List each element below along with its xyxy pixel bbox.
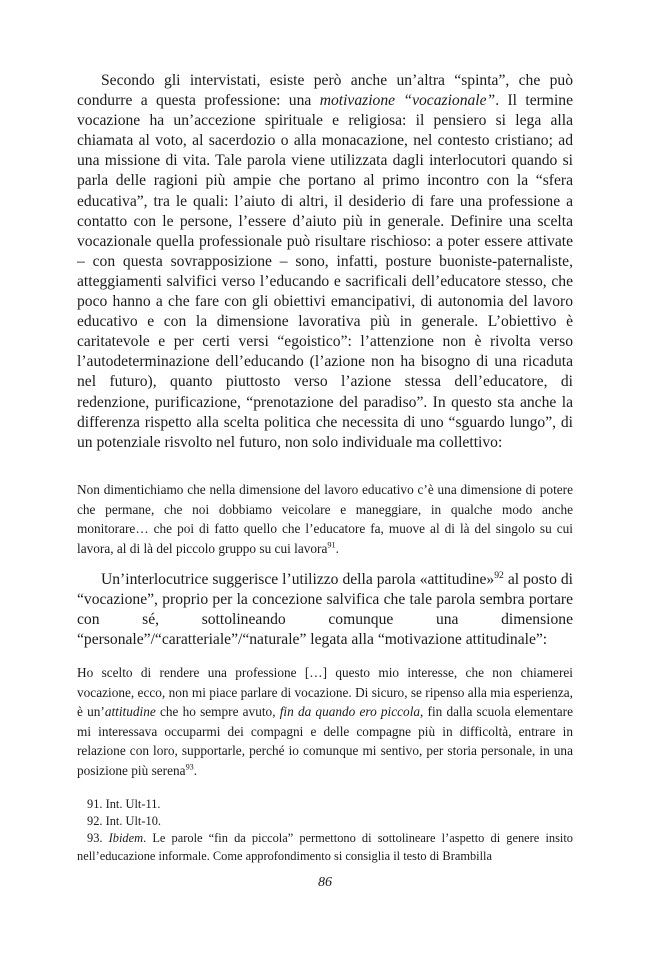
block-quote-2: Ho scelto di rendere una professione […] questo mio interesse, che non chiamerei vocazione, ecco, non mi piace parlare di vocazione. Di sicuro, se ripenso alla mia esperienza, è un’attitudine che ho sempre avuto, fin da quando ero piccola, fin dalla scuola elementare mi interessava occuparmi dei compagni e delle compagne più in difficoltà, entrare in relazione con loro, supportarle, perché io comunque mi sentivo, per storia personale, in una posizione più serena$^{93}$. [77, 665, 573, 778]
footnotes-section [77, 796, 573, 865]
paragraph-2-text-a: Un’interlocutrice suggerisce l’utilizzo della parola «attitudine» [101, 571, 495, 588]
footnote-91: 91. Int. Ult-11. [87, 797, 161, 811]
quote-2-emphasis-2: fin da quando ero piccola [279, 704, 421, 720]
footnote-ref-93[interactable]: 93 [185, 762, 194, 772]
quote-1-text: Non dimentichiamo che nella dimensione del lavoro educativo c’è una dimensione di potere che permane, che noi dobbiamo veicolare e maneggiare, in qualche modo anche monitorare… che poi di fatto quello che l’educatore fa, muove al di là del singolo su cui lavora, al di là del piccolo gruppo su cui lavora [77, 482, 573, 556]
block-quote-1: Non dimentichiamo che nella dimensione del lavoro educativo c’è una dimensione di potere che permane, che noi dobbiamo veicolare e maneggiare, in qualche modo anche monitorare… che poi di fatto quello che l’educatore fa, muove al di là del singolo su cui lavora, al di là del piccolo gruppo su cui lavora$^{91}$. [77, 482, 573, 556]
quote-2-text-c: , fin dalla scuola elementare mi interessava occuparmi dei compagni e delle compagne più in difficoltà, entrare in relazione con loro, supportarle, perché io comunque mi sentivo, per storia personale, in una posizione più serena [77, 704, 573, 778]
footnote-93-number: 93. [87, 831, 109, 846]
page-number: 86 [318, 875, 332, 890]
paragraph-2-text-b: al posto di “vocazione”, proprio per la concezione salvifica che tale parola sembra portare con sé, sottolineando comunque una dimensione “personale”/“caratteriale”/“naturale” legata alla “motivazione attitudinale”: [77, 571, 574, 649]
paragraph-1-emphasis: motivazione “vocazionale” [319, 92, 496, 110]
footnote-93-text: . Le parole “fin da piccola” permettono di sottolineare l’aspetto di genere insito nell’educazione informale. Come approfondimento si consiglia il testo di Brambilla [77, 831, 573, 863]
quote-2-text-b: che ho sempre avuto, [155, 704, 280, 720]
quote-2-emphasis-1: attitudine [104, 704, 156, 720]
footnote-ref-92[interactable]: 92 [494, 569, 504, 581]
footnote-93-emphasis: Ibidem [108, 831, 144, 846]
paragraph-1-text-b: . Il termine vocazione ha un’accezione spirituale e religiosa: il pensiero si lega alla chiamata al voto, al sacerdozio o alla monacazione, nel contesto cristiano; ad una missione di vita. Tale parola viene utilizzata dagli interlocutori quando si parla delle ragioni più ampie che portano al primo incontro con la “sfera educativa”, tra le quali: l’aiuto di altri, il desiderio di fare una professione a contatto con le persone, l’essere d’aiuto più in generale. Definire una scelta vocazionale quella professionale può risultare rischioso: a poter essere attivate – con questa sovrapposizione – sono, infatti, posture buoniste-paternaliste, atteggiamenti salvifici verso l’educando e sacrificali dell’educatore stesso, che poco hanno a che fare con gli obiettivi emancipativi, di autonomia del lavoro educativo e con la dimensione lavorativa più in generale. L’obiettivo è caritatevole e per certi versi “egoistico”: l’attenzione non è rivolta verso l’autodeterminazione dell’educando (l’azione non ha bisogno di una ricaduta nel futuro), quanto piuttosto verso l’azione stessa dell’educatore, di redenzione, purificazione, “prenotazione del paradiso”. In questo sta anche la differenza rispetto alla scelta politica che necessita di uno “sguardo lungo”, di un potenziale risvolto nel futuro, non solo individuale ma collettivo: [77, 92, 573, 451]
quote-2-text-a: Ho scelto di rendere una professione […] questo mio interesse, che non chiamerei vocazione, ecco, non mi piace parlare di vocazione. Di sicuro, se ripenso alla mia esperienza, è un’ [77, 665, 573, 720]
paragraph-1-text-a: Secondo gli intervistati, esiste però anche un’altra “spinta”, che può condurre a questa professione: una [77, 72, 573, 110]
body-paragraph-2 [77, 570, 573, 650]
footnote-92: 92. Int. Ult-10. [87, 814, 161, 829]
footnote-93 [77, 830, 573, 864]
body-paragraph-1 [77, 71, 573, 453]
footnote-ref-91[interactable]: 91 [327, 540, 336, 550]
